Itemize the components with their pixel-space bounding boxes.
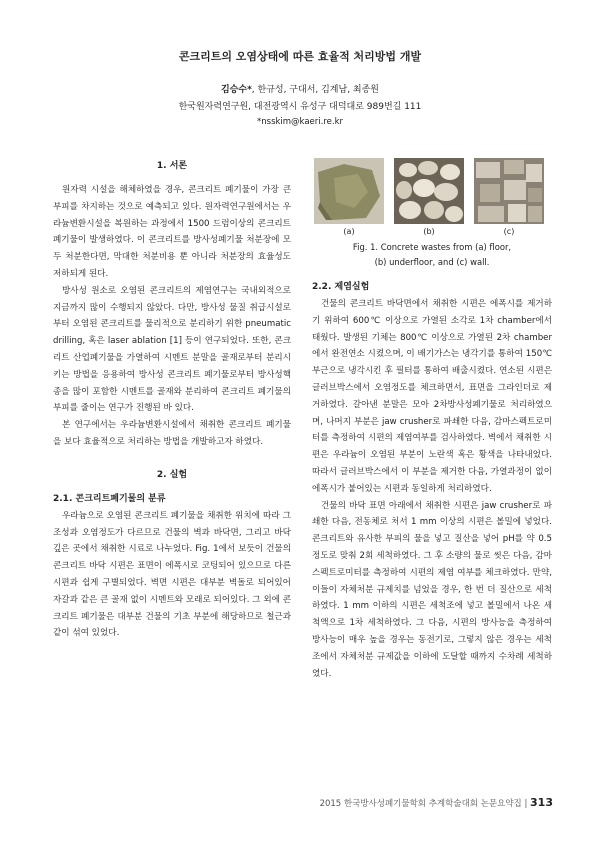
footer-proceedings: 2015 한국방사성폐기물학회 추계학술대회 논문요약집 [319, 799, 522, 809]
co-authors: , 한규성, 구대서, 김계남, 최종원 [251, 85, 379, 95]
intro-heading: 1. 서론 [156, 161, 188, 171]
figure-1 [314, 158, 544, 224]
left-column [53, 158, 291, 642]
lead-author: 김승수* [220, 85, 252, 95]
experiment-heading: 2. 실험 [156, 469, 188, 480]
figure-caption-line-1: Fig. 1. Concrete wastes from (a) floor, [352, 242, 512, 252]
figure-label-c: (c) [503, 227, 515, 236]
subsection-2-2-heading: 2.2. 제염실험 [312, 282, 370, 292]
figure-labels [314, 226, 544, 238]
figure-caption-line-2: (b) underfloor, and (c) wall. [374, 257, 490, 267]
intro-paragraph-1: 원자력 시설을 해체하였을 경우, 콘크리트 폐기물이 가장 큰 부피를 차지하는 것으로 예측되고 있다. 원자력연구원에서는 우라늄변환시설을 복원하는 과정에서 1500 드럼이상의 콘크리트 폐기물이 발생하였다. 이 콘크리트를 방사성폐기물 처분장에 모두 처분한다면, 막대한 처분비용 뿐 아니라 처분장의 효율성도 저하되게 된다. [53, 185, 291, 279]
paper-title: 콘크리트의 오염상태에 따른 효율적 처리방법 개발 [178, 50, 422, 63]
underfloor-sample-photo [394, 158, 464, 224]
subsection-2-2-paragraph-2: 건물의 바닥 표면 아래에서 채취한 시편은 jaw crusher로 파쇄한 다음, 전동체로 처서 1 mm 이상의 시편은 볼밀에 넣었다. 콘크리트와 유사한 부피의 물을 넣고 질산을 넣어 pH를 약 0.5 정도로 맞춰 2회 세척하였다. 그 후 소량의 물로 씻은 다음, 감마스펙트로미터를 측정하여 시편의 제염 여부를 체크하였다. 만약, 이들이 자체처분 규제치를 넘었을 경우, 한 번 더 질산으로 세척하였다. 1 mm 이하의 시편은 세척조에 넣고 볼밀에서 나온 세척액으로 1차 세척하였다. 그 다음, 시편의 방사능을 측정하여 방사능이 매우 높을 경우는 동전기로, 그렇지 않은 경우는 세척조에서 자체처분 규제값을 이하에 도달할 때까지 수차례 세척하였다. [312, 500, 552, 679]
wall-sample-photo [474, 158, 544, 224]
right-column [312, 158, 552, 682]
subsection-2-1-paragraph: 우라늄으로 오염된 콘크리트 폐기물을 채취한 위치에 따라 그 조성과 오염정도가 다르므로 건물의 벽과 바닥면, 그리고 바닥 깊은 곳에서 채취한 시료로 나누었다. Fig. 1에서 보듯이 건물의 콘크리트 바닥 시편은 표면이 에폭시로 코팅되어 있으므로 다른 시편과 쉽게 구별되었다. 벽면 시편은 대부분 벽돌로 되어있어 자갈과 같은 큰 골재 없이 시멘트와 모래로 되어있다. 그 외에 콘크리트 폐기물은 대부분 건물의 기초 부분에 해당하므로 철근과 같이 섞여 있었다. [53, 510, 291, 639]
affiliation: 한국원자력연구원, 대전광역시 유성구 대덕대로 989번길 111 [178, 102, 422, 112]
page-number: 313 [530, 796, 553, 809]
figure-label-b: (b) [423, 227, 435, 236]
footer-separator: | [524, 799, 528, 809]
intro-paragraph-3: 본 연구에서는 우라늄변환시설에서 채취한 콘크리트 폐기물을 보다 효율적으로 처리하는 방법을 개발하고자 하였다. [53, 420, 291, 447]
intro-paragraph-2: 방사성 원소로 오염된 콘크리트의 제염연구는 국내외적으로 지금까지 많이 수행되지 않았다. 다만, 방사성 물질 취급시설로부터 오염된 콘크리트를 물리적으로 분리하기 위한 pneumatic drilling, 혹은 laser ablation [1] 등이 연구되었다. 또한, 콘크리트 산업폐기물을 가열하여 시멘트 분말을 골재로부터 분리시키는 방법을 응용하여 방사성 콘크리트 폐기물로부터 방사성핵종을 많이 포함한 시멘트를 골재와 분리하여 콘크리트 폐기물의 부피를 줄이는 연구가 진행된 바 있다. [53, 285, 291, 414]
contact-email: *nsskim@kaeri.re.kr [257, 117, 343, 127]
subsection-2-2-paragraph-1: 건물의 콘크리트 바닥면에서 채취한 시편은 에폭시를 제거하기 위하여 600℃ 이상으로 가열된 소각로 1차 chamber에서 태웠다. 발생된 기체는 800℃ 이상으로 가열된 2차 chamber에서 완전연소 시켰으며, 이 배기가스는 냉각기를 통하여 150℃ 부근으로 냉각시킨 후 필터를 통하여 배출시켰다. 연소된 시편은 글러브박스에서 오염정도를 체크하면서, 표면을 그라인더로 제거하였다. 갈아낸 분말은 모아 2차방사성폐기물로 처리하였으며, 나머지 부분은 jaw crusher로 파쇄한 다음, 감마스펙트로미터를 측정하여 시편의 제염여부를 검사하였다. 벽에서 채취한 시편은 우라늄이 오염된 부분이 노란색 혹은 황색을 나타내었다. 따라서 글러브박스에서 이 부분을 제거한 다음, 가열과정이 없이 에폭시가 붙어있는 시편과 동일하게 처리하였다. [312, 299, 552, 494]
page-footer [300, 796, 553, 809]
author-list [0, 82, 600, 95]
floor-sample-photo [314, 158, 384, 224]
subsection-2-1-heading: 2.1. 콘크리트폐기물의 분류 [53, 493, 166, 504]
figure-caption [312, 240, 552, 270]
figure-label-a: (a) [343, 227, 355, 236]
